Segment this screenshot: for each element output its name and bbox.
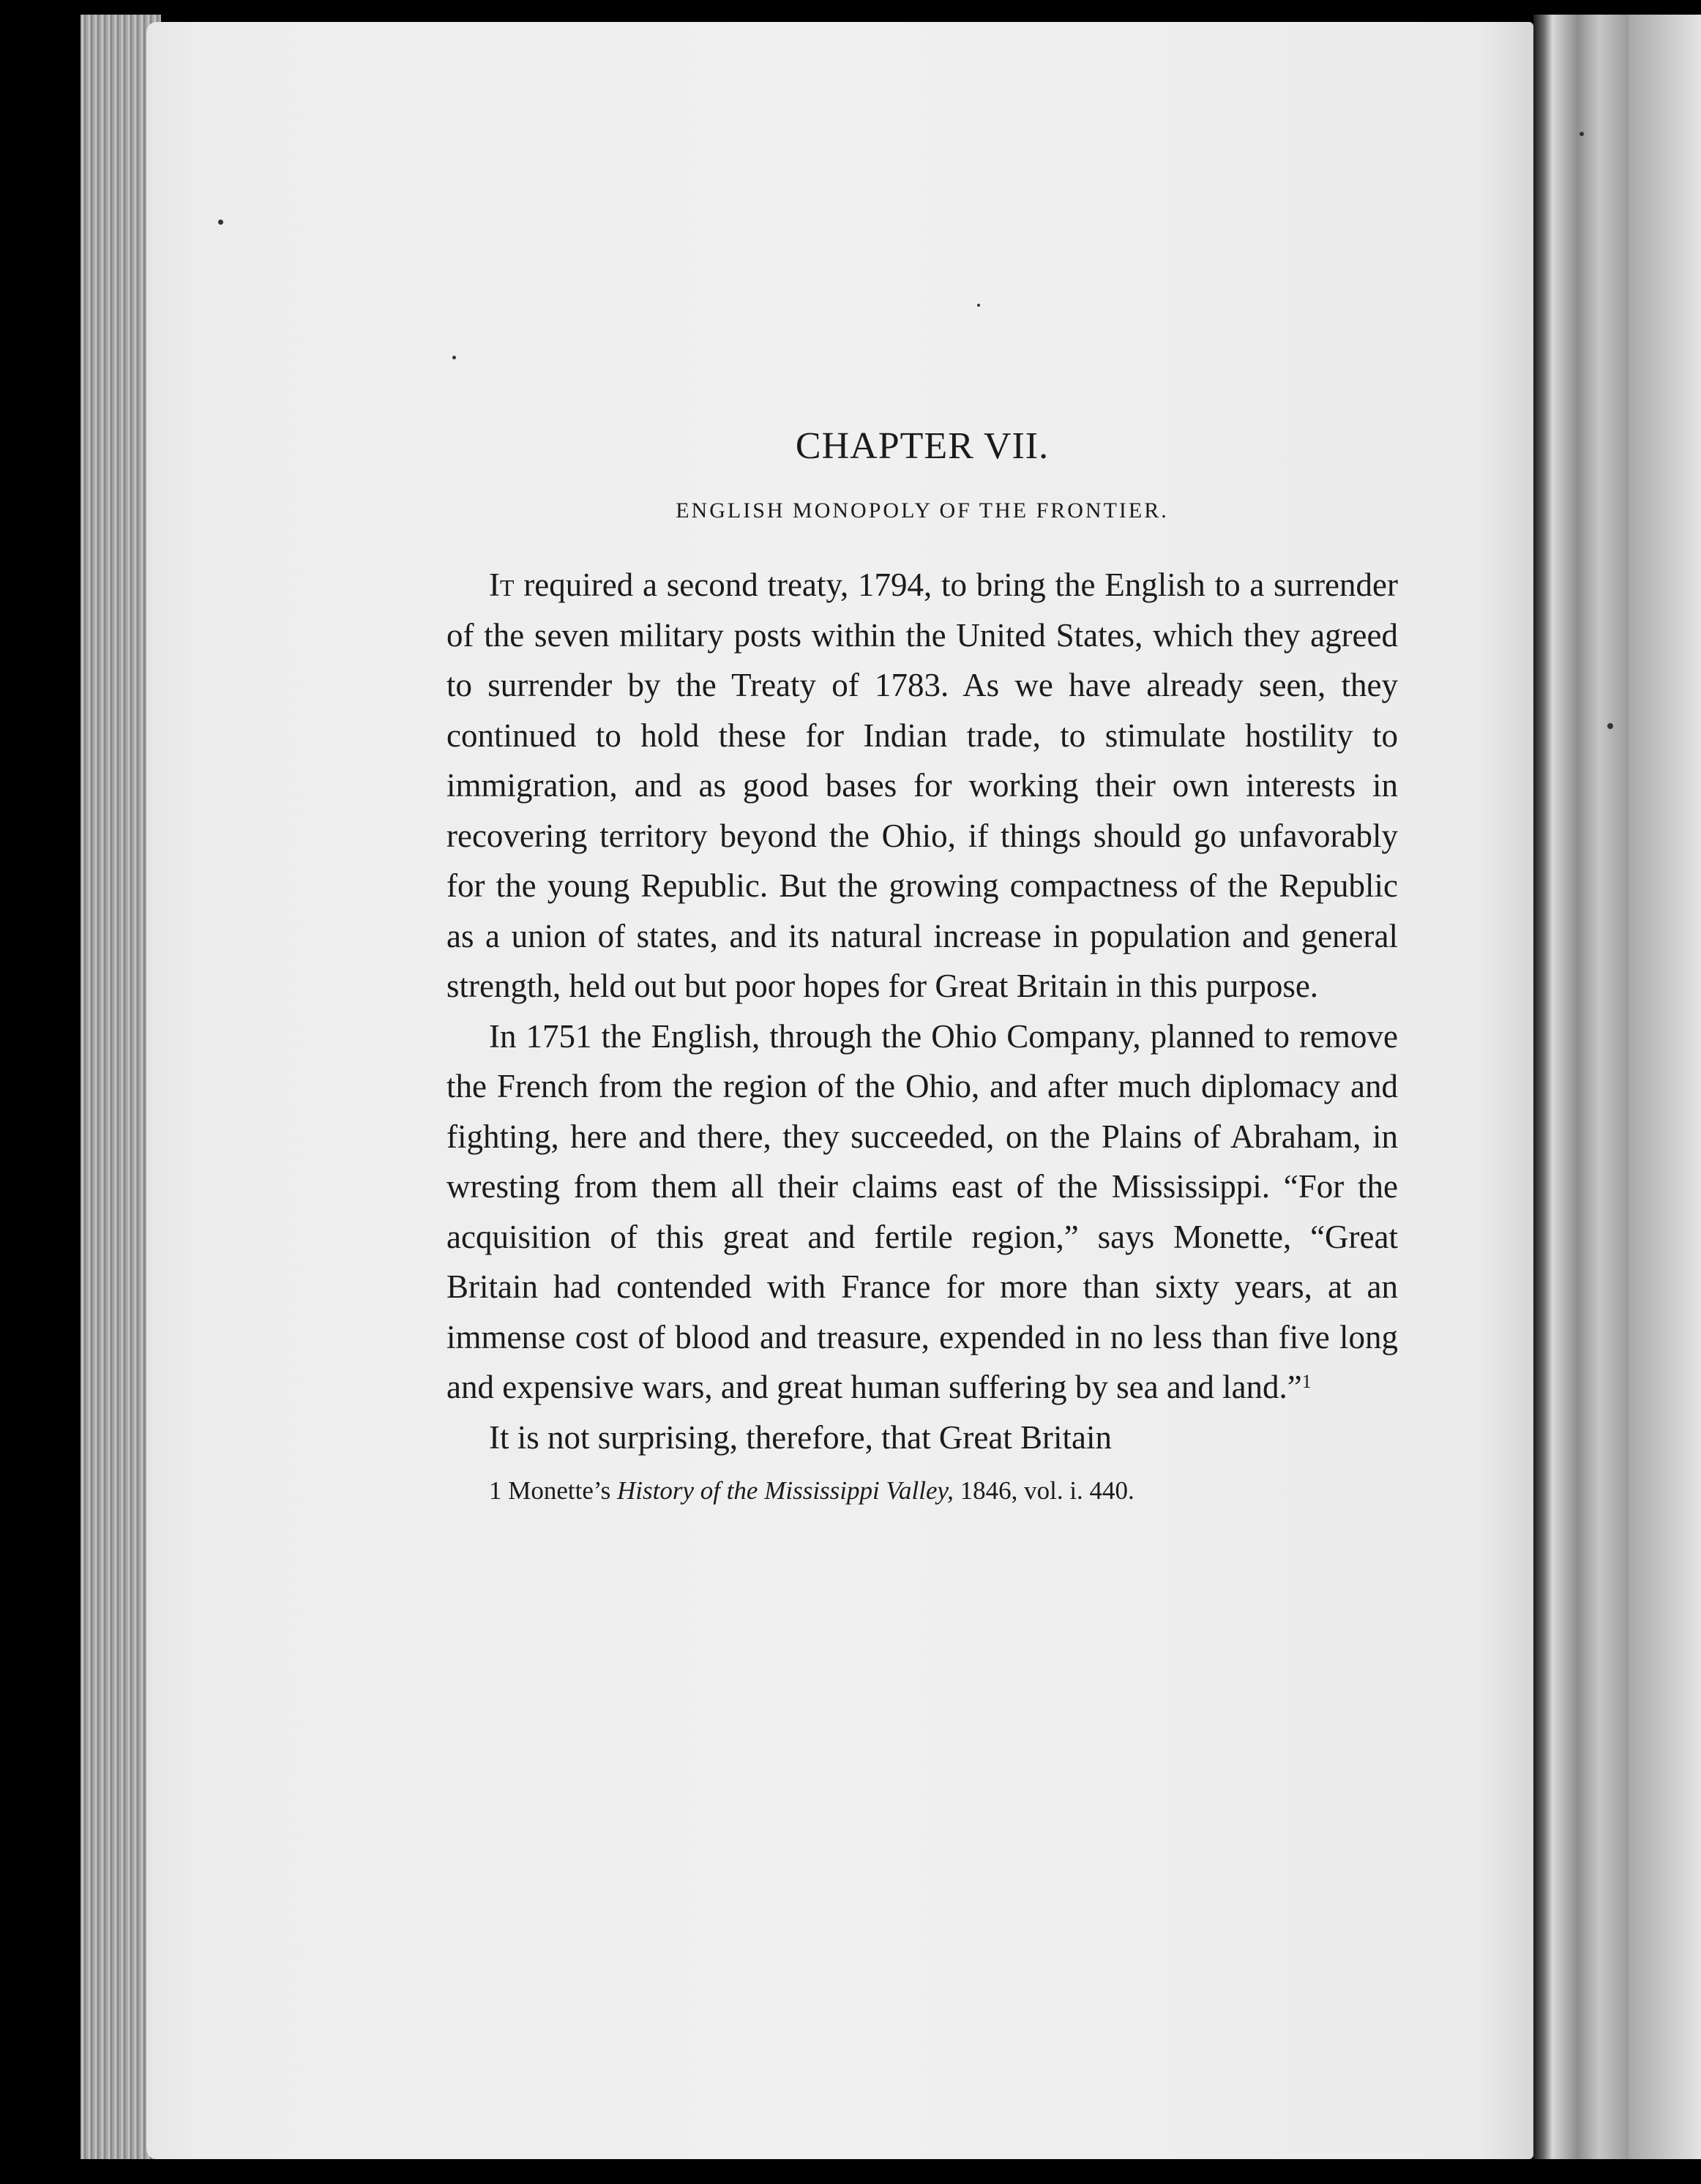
paragraph-text: It is not surprising, therefore, that Great Britain bbox=[489, 1418, 1113, 1456]
paragraph-3 bbox=[446, 1413, 1398, 1463]
footnote-ref: 1 bbox=[1301, 1371, 1312, 1392]
print-speck bbox=[1580, 132, 1584, 136]
footnote-author: Monette’s bbox=[508, 1476, 611, 1505]
paragraph-2 bbox=[446, 1011, 1398, 1413]
chapter-subtitle: ENGLISH MONOPOLY OF THE FRONTIER. bbox=[676, 498, 1169, 523]
chapter-title: CHAPTER VII. bbox=[795, 425, 1050, 467]
print-speck bbox=[452, 356, 456, 359]
footnote-details: 1846, vol. i. 440. bbox=[960, 1476, 1134, 1505]
paragraph-1 bbox=[446, 560, 1398, 1011]
footnote-work: History of the Mississippi Valley, bbox=[616, 1476, 954, 1505]
paragraph-text: In 1751 the English, through the Ohio Company, planned to remove the French from the region of the Ohio, and after much diplomacy and fighting, here and there, they succeeded, on the Plains of Abraham, in wresting from them all their claims east of the Mississippi. “For the acquisition of this great and fertile region,” says Monette, “Great Britain had contended with France for more than sixty years, at an immense cost of blood and treasure, expended in no less than five long and expensive wars, and great human suffering by sea and land.” bbox=[446, 1017, 1398, 1405]
print-speck bbox=[1607, 723, 1613, 729]
footnote bbox=[446, 1473, 1398, 1509]
print-speck bbox=[218, 220, 223, 225]
facing-page-edge bbox=[1629, 15, 1701, 2159]
print-speck bbox=[977, 304, 980, 307]
paragraph-lead: It bbox=[489, 566, 515, 603]
footnote-marker: 1 bbox=[489, 1476, 502, 1505]
paragraph-text: required a second treaty, 1794, to bring the English to a surrender of the seven military posts within the United States, which they agreed to surrender by the Treaty of 1783. As we have already seen, they continued to hold these for Indian trade, to stimulate hostility to immigration, and as good bases for working their own interests in recovering territory beyond the Ohio, if things should go unfavorably for the young Republic. But the growing compactness of the Republic as a union of states, and its natural increase in population and general strength, held out but poor hopes for Great Britain in this purpose. bbox=[446, 566, 1398, 1004]
book-gutter bbox=[1533, 15, 1629, 2159]
page-text bbox=[446, 425, 1398, 1509]
